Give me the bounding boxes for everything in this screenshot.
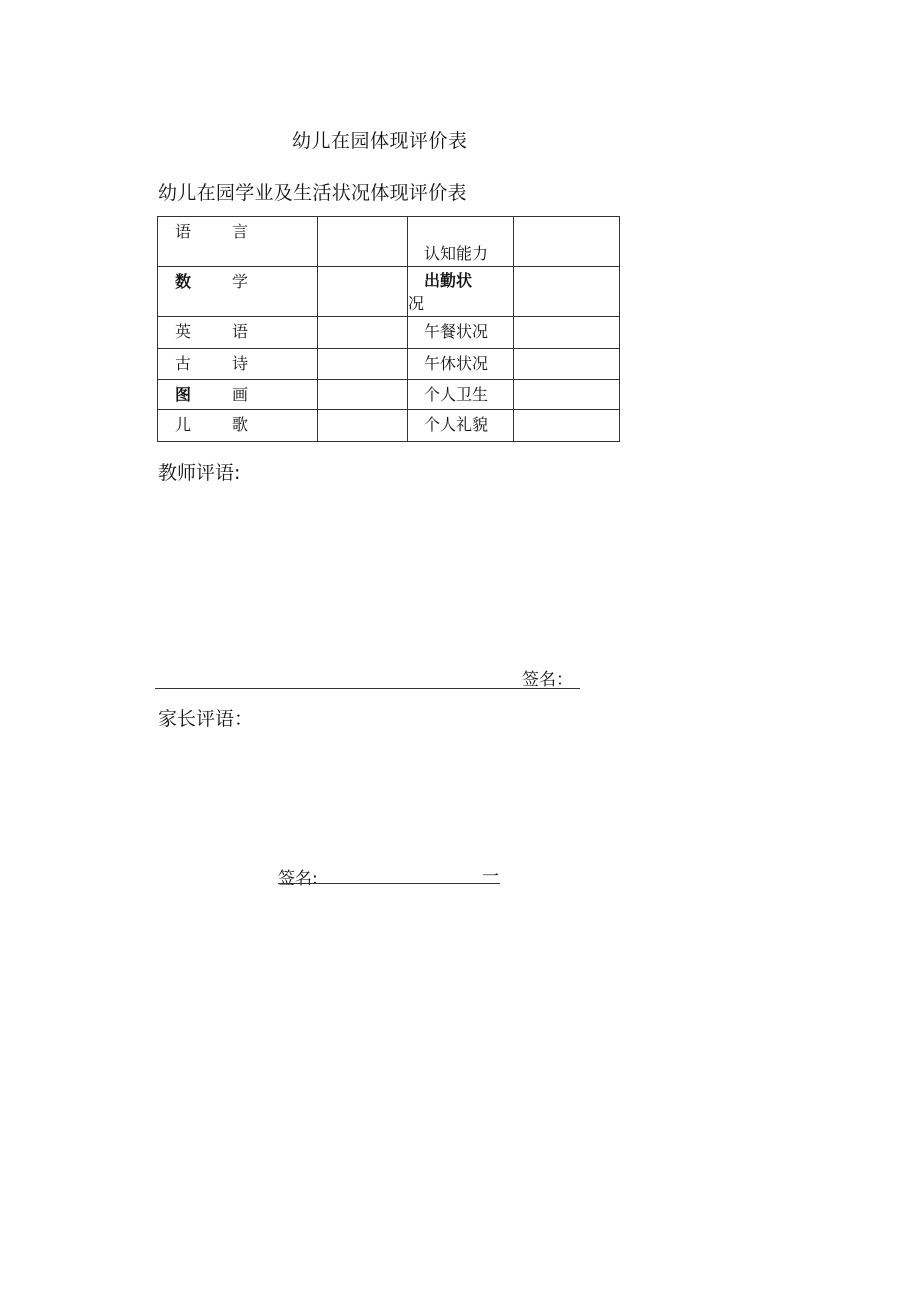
- subject-char: 歌: [232, 415, 249, 434]
- score-cell[interactable]: [514, 410, 620, 442]
- label-text: 个人卫生: [424, 385, 489, 404]
- label-text: 个人礼貌: [424, 415, 489, 434]
- subject-char: 儿: [175, 415, 192, 434]
- score-cell[interactable]: [514, 349, 620, 380]
- subject-cell: [158, 380, 318, 410]
- parent-signature-dash: 一: [482, 867, 499, 887]
- subject-char: 图: [175, 385, 192, 404]
- score-cell[interactable]: [318, 317, 408, 349]
- subject-char: 画: [232, 385, 249, 404]
- subject-cell: [158, 267, 318, 317]
- table-row: [158, 410, 620, 442]
- score-cell[interactable]: [514, 380, 620, 410]
- parent-comment-label: 家长评语：: [158, 708, 254, 730]
- score-cell[interactable]: [514, 217, 620, 267]
- subject-char: 语: [175, 222, 192, 241]
- table-row: [158, 267, 620, 317]
- subject-char: 语: [232, 322, 249, 341]
- evaluation-table: [157, 216, 620, 442]
- table-row: [158, 349, 620, 380]
- parent-signature-line[interactable]: [278, 883, 500, 884]
- label-text: 认知能力: [424, 244, 489, 263]
- table-title: 幼儿在园学业及生活状况体现评价表: [158, 182, 467, 204]
- label-cell: [408, 380, 514, 410]
- page-title: 幼儿在园体现评价表: [292, 130, 468, 152]
- label-cell: [408, 410, 514, 442]
- subject-cell: [158, 217, 318, 267]
- subject-char: 古: [175, 354, 192, 373]
- label-cell: [408, 217, 514, 267]
- subject-char: 学: [232, 272, 249, 291]
- table-row: [158, 380, 620, 410]
- subject-char: 英: [175, 322, 192, 341]
- subject-char: 诗: [232, 354, 249, 373]
- subject-char: 数: [175, 272, 192, 291]
- score-cell[interactable]: [318, 349, 408, 380]
- score-cell[interactable]: [514, 317, 620, 349]
- table-row: [158, 317, 620, 349]
- score-cell[interactable]: [318, 410, 408, 442]
- subject-char: 言: [232, 222, 249, 241]
- teacher-signature-line[interactable]: [155, 688, 580, 689]
- label-cell: [408, 317, 514, 349]
- table-row: [158, 217, 620, 267]
- score-cell[interactable]: [318, 267, 408, 317]
- teacher-signature-label: 签名：: [522, 670, 573, 690]
- label-text: 午休状况: [424, 354, 489, 373]
- score-cell[interactable]: [514, 267, 620, 317]
- teacher-comment-label: 教师评语:: [158, 462, 241, 484]
- label-cell: [408, 267, 514, 317]
- subject-cell: [158, 410, 318, 442]
- label-text-wrap: 况: [408, 294, 425, 313]
- subject-cell: [158, 349, 318, 380]
- label-text: 出勤状: [424, 271, 473, 290]
- label-cell: [408, 349, 514, 380]
- label-text: 午餐状况: [424, 322, 489, 341]
- score-cell[interactable]: [318, 380, 408, 410]
- subject-cell: [158, 317, 318, 349]
- score-cell[interactable]: [318, 217, 408, 267]
- parent-signature-label: 签名:: [278, 869, 318, 889]
